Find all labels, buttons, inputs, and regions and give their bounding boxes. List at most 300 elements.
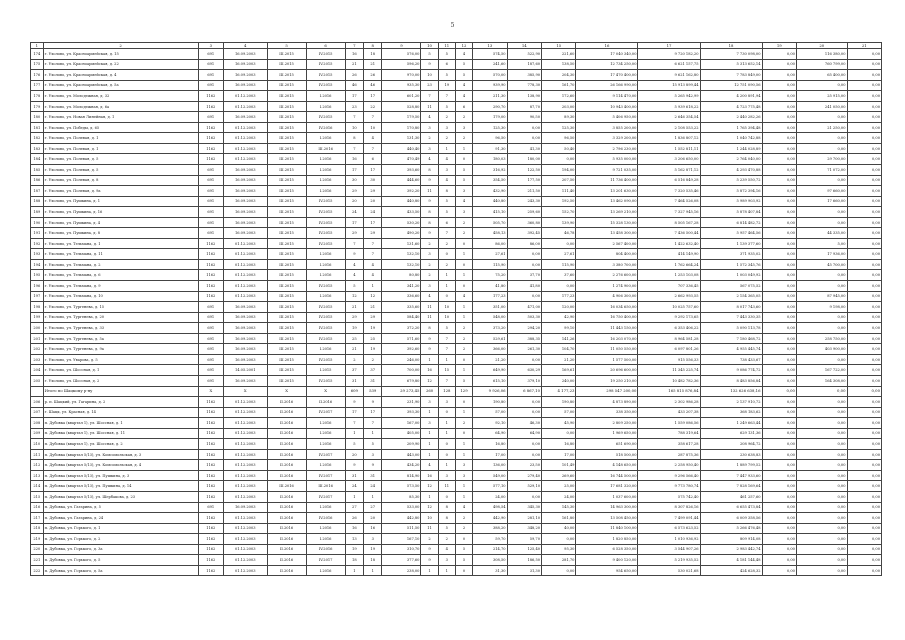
table-cell-col-21: 0,00 [847, 186, 882, 197]
table-cell-col-17: 8 505 167,28 [638, 217, 700, 228]
table-cell-col-21: 0,00 [847, 249, 882, 260]
table-cell-col-4: 01.12.2003 [223, 249, 267, 260]
table-cell-col-4: 4 [223, 43, 267, 49]
table-cell-col-3: 1162 [198, 523, 223, 534]
table-cell-col-13: 24,00 [473, 491, 507, 502]
table-cell-col-18: 6 814 482,72 [700, 217, 762, 228]
table-cell-col-17: 1 253 103,08 [638, 270, 700, 281]
table-cell-col-21: 0,00 [847, 49, 882, 60]
table-cell-col-12: 5 [455, 544, 472, 555]
table-cell-col-5: II.2016 [267, 555, 306, 566]
table-cell-col-10: 11 [421, 302, 438, 313]
table-cell-col-20: 0,00 [796, 439, 847, 450]
table-cell-col-20: 0,00 [796, 397, 847, 408]
table-cell-col-3: 691 [198, 365, 223, 376]
table-cell-col-3: 691 [198, 175, 223, 186]
table-cell-col-19: 0,00 [762, 249, 796, 260]
table-cell-col-10: 1 [421, 449, 438, 460]
table-cell-col-20: 17 936,00 [796, 249, 847, 260]
table-cell-col-12: 4 [455, 502, 472, 513]
table-cell-col-5: III.2016 [267, 481, 306, 492]
table-cell-col-16: 9 721 035,00 [576, 165, 638, 176]
table-cell-col-2: г. Ухолово, ул. Тургенева, д. 15 [43, 302, 198, 313]
table-row [31, 481, 882, 492]
table-cell-col-15: 0,00 [542, 428, 576, 439]
table-cell-col-7: 9 [345, 397, 363, 408]
table-cell-col-11: 6 [438, 59, 455, 70]
table-cell-col-3: 1162 [198, 143, 223, 154]
table-cell-col-16: 2 809 250,00 [576, 418, 638, 429]
table-cell-col-18: 1 249 663,44 [700, 418, 762, 429]
table-cell-col-8: 3 [364, 449, 382, 460]
table-cell-col-17: 6 353 406,22 [638, 323, 700, 334]
table-cell-col-12: 1 [455, 249, 472, 260]
table-cell-col-11: 1 [438, 270, 455, 281]
table-cell-col-4: 01.12.2003 [223, 143, 267, 154]
table-row [31, 122, 882, 133]
table-cell-col-16: 3 380 700,00 [576, 259, 638, 270]
table-cell-col-15: 0,00 [542, 238, 576, 249]
table-cell-col-1: 184 [31, 154, 44, 165]
table-cell-col-11: 3 [438, 165, 455, 176]
table-cell-col-1: 187 [31, 186, 44, 197]
table-cell-col-13: 92,10 [473, 418, 507, 429]
table-cell-col-3: 1162 [198, 555, 223, 566]
table-cell-col-21: 0,00 [847, 80, 882, 91]
table-cell-col-18: 4 200 891,94 [700, 91, 762, 102]
table-row [31, 460, 882, 471]
table-cell-col-3: 1162 [198, 270, 223, 281]
table-cell-col-8: 20 [364, 513, 382, 524]
table-cell-col-3: 691 [198, 323, 223, 334]
table-cell-col-4: 16.09.2003 [223, 302, 267, 313]
table-cell-col-9: 336,60 [382, 291, 421, 302]
table-cell-col-15: 125,30 [542, 122, 576, 133]
table-row [31, 491, 882, 502]
table-cell-col-21: 0,00 [847, 555, 882, 566]
table-cell-col-15: 24,00 [542, 491, 576, 502]
table-cell-col-2: г. Ухолово, ул. Пушкина, д. 1 [43, 196, 198, 207]
table-cell-col-15: 37,60 [542, 270, 576, 281]
table-cell-col-17: 2 108 553,22 [638, 122, 700, 133]
table-cell-col-15: 46,78 [542, 228, 576, 239]
table-cell-col-20: 21 250,00 [796, 122, 847, 133]
table-cell-col-5: II.2016 [267, 470, 306, 481]
table-cell-col-9: 377,60 [382, 555, 421, 566]
table-cell-col-11: 5 [438, 49, 455, 60]
table-cell-col-11: 5 [438, 101, 455, 112]
table-cell-col-6: IV.2015 [306, 354, 345, 365]
table-cell-col-4: 01.12.2003 [223, 238, 267, 249]
table-cell-col-15: 152,70 [542, 207, 576, 218]
table-cell-col-20: 25 915,00 [796, 91, 847, 102]
table-cell-col-11: 3 [438, 397, 455, 408]
table-cell-col-9: 392,20 [382, 186, 421, 197]
table-cell-col-3: 1162 [198, 534, 223, 545]
table-cell-col-8: 21 [364, 59, 382, 70]
table-cell-col-14: 187,60 [507, 59, 541, 70]
table-cell-col-9: 131,30 [382, 133, 421, 144]
table-cell-col-2: г. Ухолово, ул. Тельмана, д. 9 [43, 281, 198, 292]
table-cell-col-20: 87 945,00 [796, 291, 847, 302]
table-cell-col-13: 214,70 [473, 544, 507, 555]
table-cell-col-15: 269,60 [542, 470, 576, 481]
table-cell-col-15: 15 [542, 43, 576, 49]
table-cell-col-14: 0,00 [507, 439, 541, 450]
table-cell-col-20: 164 308,00 [796, 375, 847, 386]
table-cell-col-19: 0,00 [762, 555, 796, 566]
table-cell-col-7: 20 [345, 196, 363, 207]
table-cell-col-5: III.2015 [267, 143, 306, 154]
table-cell-col-10: 3 [421, 122, 438, 133]
table-cell-col-6: IV.2015 [306, 312, 345, 323]
table-cell-col-13: 96,50 [473, 133, 507, 144]
table-cell-col-17: 10 482 782,36 [638, 375, 700, 386]
table-cell-col-9: 511,50 [382, 523, 421, 534]
table-cell-col-8: 4 [364, 133, 382, 144]
table-cell-col-21: 0,00 [847, 491, 882, 502]
table-cell-col-17: 8 964 581,28 [638, 333, 700, 344]
table-cell-col-2: г. Шацк, ул. Красная, д. 14 [43, 407, 198, 418]
table-cell-col-1: 211 [31, 449, 44, 460]
table-cell-col-6: I.2016 [306, 502, 345, 513]
table-cell-col-16: 13 458 300,00 [576, 228, 638, 239]
table-cell-col-6: I.2015 [306, 365, 345, 376]
table-cell-col-2: п. Дубовка, ул. Горького, д. 3а [43, 544, 198, 555]
table-cell-col-12: 1 [455, 439, 472, 450]
table-cell-col-14: 0,00 [507, 397, 541, 408]
table-cell-col-16: 11 443 150,00 [576, 323, 638, 334]
table-cell-col-15: 111,40 [542, 186, 576, 197]
table-cell-col-3: 691 [198, 344, 223, 355]
table-cell-col-20: 0,00 [796, 80, 847, 91]
table-cell-col-17: 2 646 354,54 [638, 112, 700, 123]
table-cell-col-18: 2 154 365,05 [700, 291, 762, 302]
table-cell-col-9: 393,60 [382, 165, 421, 176]
table-cell-col-5: III.2015 [267, 154, 306, 165]
table-cell-col-19: 0,00 [762, 196, 796, 207]
table-cell-col-12: 0 [455, 259, 472, 270]
table-cell-col-19: 0,00 [762, 365, 796, 376]
table-cell-col-14: 14 [507, 43, 541, 49]
table-cell-col-8: 19 [364, 344, 382, 355]
table-cell-col-20: 0,00 [796, 460, 847, 471]
table-cell-col-2: г. Ухолово, ул. Шоссная, д. 1 [43, 365, 198, 376]
table-cell-col-5: III.2015 [267, 186, 306, 197]
table-cell-col-15: 0,00 [542, 565, 576, 576]
table-cell-col-7: 20 [345, 449, 363, 460]
table-cell-col-5: III.2015 [267, 165, 306, 176]
table-cell-col-10: 9 [421, 228, 438, 239]
table-cell-col-11: 7 [438, 375, 455, 386]
table-cell-col-21: 0,00 [847, 344, 882, 355]
table-cell-col-18: 1 139 377,60 [700, 238, 762, 249]
table-cell-col-13: 64,90 [473, 428, 507, 439]
table-cell-col-1: 1 [31, 43, 44, 49]
table-cell-col-1: 192 [31, 238, 44, 249]
table-cell-col-13: 211,30 [473, 91, 507, 102]
table-cell-col-8: 27 [364, 502, 382, 513]
table-cell-col-12: 1 [455, 312, 472, 323]
table-cell-col-8: 6 [364, 154, 382, 165]
table-cell-col-9: 393,30 [382, 407, 421, 418]
table-cell-col-7: 25 [345, 333, 363, 344]
table-cell-col-3: 1162 [198, 439, 223, 450]
table-cell-col-7: 21 [345, 59, 363, 70]
table-cell-col-7: 27 [345, 502, 363, 513]
table-cell-col-21: 0,00 [847, 323, 882, 334]
table-cell-col-11: 8 [438, 502, 455, 513]
table-cell-col-6: IV.2017 [306, 491, 345, 502]
table-cell-col-17: 358 617,28 [638, 439, 700, 450]
table-cell-col-10: 10 [421, 70, 438, 81]
table-cell-col-20: 0,00 [796, 565, 847, 576]
table-cell-col-4: 16.09.2003 [223, 312, 267, 323]
table-cell-col-1: 179 [31, 101, 44, 112]
table-cell-col-3: 691 [198, 207, 223, 218]
table-cell-col-13: 505,70 [473, 217, 507, 228]
table-cell-col-15: 96,50 [542, 133, 576, 144]
table-cell-col-2: п. Дубовка (квартал 5/13), ул. Пушкина, д. 14 [43, 481, 198, 492]
table-cell-col-14: 90,50 [507, 112, 541, 123]
table-cell-col-14: 211,50 [507, 186, 541, 197]
table-cell-col-10: 11 [421, 186, 438, 197]
table-cell-col-13: 179,00 [473, 112, 507, 123]
table-cell-col-4: 01.12.2003 [223, 544, 267, 555]
table-cell-col-1: 188 [31, 196, 44, 207]
table-cell-col-20: 167 722,00 [796, 365, 847, 376]
table-cell-col-11: 1 [438, 281, 455, 292]
table-cell-col-3: 1162 [198, 133, 223, 144]
table-cell-col-19: 0,00 [762, 154, 796, 165]
table-cell-col-4: 16.09.2003 [223, 502, 267, 513]
table-cell-col-13: 13 [473, 43, 507, 49]
table-cell-col-3: 691 [198, 354, 223, 365]
table-cell-col-11: 4 [438, 544, 455, 555]
table-cell-col-13: 351,00 [473, 302, 507, 313]
table-cell-col-13: 440,80 [473, 196, 507, 207]
table-cell-col-2: г. Ухолово, ул. Полевая, д. 5 [43, 154, 198, 165]
table-cell-col-12: 3 [455, 207, 472, 218]
table-cell-col-6: IV.2016 [306, 544, 345, 555]
table-cell-col-12: 0 [455, 354, 472, 365]
table-cell-col-1: 176 [31, 70, 44, 81]
table-cell-col-1: 186 [31, 175, 44, 186]
table-cell-col-10: 4 [421, 154, 438, 165]
table-cell-col-9: 571,60 [382, 333, 421, 344]
table-cell-col-4: 01.12.2003 [223, 481, 267, 492]
table-cell-col-18: 371 935,02 [700, 249, 762, 260]
table-cell-col-7: 17 [345, 407, 363, 418]
table-cell-col-15: 240,00 [542, 375, 576, 386]
table-cell-col-6: I.2016 [306, 439, 345, 450]
table-cell-col-11: 2 [438, 112, 455, 123]
table-cell-col-4: 16.09.2003 [223, 70, 267, 81]
table-cell-col-14: 522,90 [507, 49, 541, 60]
table-cell-col-11: 1 [438, 418, 455, 429]
table-cell-col-18: 7 828 169,64 [700, 481, 762, 492]
table-cell-col-11: 128 [438, 386, 455, 397]
table-cell-col-16: 17 470 400,00 [576, 70, 638, 81]
table-cell-col-6: I.2016 [306, 91, 345, 102]
table-cell-col-13: 190,80 [473, 397, 507, 408]
table-cell-col-18: 2 440 282,26 [700, 112, 762, 123]
table-cell-col-6: IV.2017 [306, 555, 345, 566]
table-cell-col-12: 1 [455, 143, 472, 154]
table-cell-col-16: 16 034 650,00 [576, 302, 638, 313]
table-cell-col-18: 461 257,60 [700, 491, 762, 502]
table-cell-col-15: 138,50 [542, 59, 576, 70]
table-cell-col-2: г. Ухолово, ул. Шоссная, д. 2 [43, 375, 198, 386]
table-row [31, 291, 882, 302]
table-cell-col-4: 16.09.2003 [223, 217, 267, 228]
table-cell-col-13: 939,90 [473, 80, 507, 91]
table-cell-col-8: 4 [364, 259, 382, 270]
table-cell-col-2: г. Ухолово, ул. Тельмана, д. 1 [43, 238, 198, 249]
table-cell-col-6: I.2016 [306, 154, 345, 165]
table-cell-col-7: 19 [345, 323, 363, 334]
table-cell-col-10: 8 [421, 165, 438, 176]
table-cell-col-5: III.2015 [267, 281, 306, 292]
table-cell-col-2: п. Дубовка (квартал 1), ул. Шоссная, д. 11 [43, 428, 198, 439]
table-cell-col-16: 13 508 450,00 [576, 513, 638, 524]
table-cell-col-14: 259,60 [507, 207, 541, 218]
table-cell-col-3: 691 [198, 59, 223, 70]
table-cell-col-19: 0,00 [762, 217, 796, 228]
table-cell-col-8: 18 [364, 49, 382, 60]
table-row [31, 312, 882, 323]
table-cell-col-3: 1162 [198, 407, 223, 418]
table-cell-col-2: г. Ухолово, ул. Полевая, д. 9а [43, 186, 198, 197]
table-cell-col-16: 518 500,00 [576, 449, 638, 460]
table-cell-col-2: г. Ухолово, ул. Тельмана, д. 11 [43, 249, 198, 260]
table-cell-col-2: г. Ухолово, ул. Красноармейская, д. 4 [43, 70, 198, 81]
table-cell-col-18: 1 889 799,52 [700, 460, 762, 471]
table-cell-col-14: 778,30 [507, 80, 541, 91]
table-row [31, 101, 882, 112]
table-cell-col-17: 414 149,90 [638, 249, 700, 260]
table-cell-col-21: 0,00 [847, 523, 882, 534]
table-cell-col-5: II.2016 [267, 439, 306, 450]
table-cell-col-1: 200 [31, 323, 44, 334]
table-cell-col-16: 4 906 300,00 [576, 291, 638, 302]
table-cell-col-5: III.2015 [267, 302, 306, 313]
table-row [31, 544, 882, 555]
table-cell-col-14: 41,80 [507, 281, 541, 292]
table-cell-col-3: 1162 [198, 449, 223, 460]
table-cell-col-14: 392,45 [507, 228, 541, 239]
table-cell-col-14: 41,30 [507, 143, 541, 154]
table-row [31, 302, 882, 313]
table-cell-col-16: 1 037 600,00 [576, 491, 638, 502]
table-cell-col-2: г. Ухолово, ул. Тургенева, д. 9а [43, 344, 198, 355]
table-cell-col-11: 1 [438, 565, 455, 576]
table-cell-col-2: п. Дубовка, ул. Горького, д. 2 [43, 534, 198, 545]
table-cell-col-4: 16.09.2003 [223, 207, 267, 218]
table-row [31, 428, 882, 439]
table-cell-col-7: 23 [345, 101, 363, 112]
table-cell-col-2: г. Ухолово, ул. Победы, д. 65 [43, 122, 198, 133]
table-cell-col-10: 9 [421, 344, 438, 355]
table-cell-col-7: 19 [345, 544, 363, 555]
table-cell-col-1: 199 [31, 312, 44, 323]
table-cell-col-21: 0,00 [847, 312, 882, 323]
table-row [31, 365, 882, 376]
table-cell-col-6: X [306, 386, 345, 397]
table-cell-col-3: 1162 [198, 460, 223, 471]
table-cell-col-5: III.2015 [267, 91, 306, 102]
table-cell-col-3: 1162 [198, 544, 223, 555]
table-cell-col-21: 0,00 [847, 101, 882, 112]
table-cell-col-21: 0,00 [847, 565, 882, 576]
table-cell-col-5: III.2015 [267, 375, 306, 386]
table-cell-col-7: 24 [345, 481, 363, 492]
table-cell-col-4: 01.12.2003 [223, 418, 267, 429]
table-cell-col-10: 11 [421, 523, 438, 534]
table-cell-col-18: 1 572 345,76 [700, 259, 762, 270]
table-cell-col-3: 691 [198, 196, 223, 207]
table-cell-col-6: I.2016 [306, 344, 345, 355]
table-cell-col-16: 804 400,00 [576, 249, 638, 260]
table-cell-col-14: 348,20 [507, 523, 541, 534]
table-cell-col-13: 388,20 [473, 523, 507, 534]
table-cell-col-5: III.2015 [267, 312, 306, 323]
table-cell-col-19: 0,00 [762, 207, 796, 218]
table-cell-col-9: 440,80 [382, 196, 421, 207]
table-cell-col-16: 16 744 500,00 [576, 470, 638, 481]
table-cell-col-3: 1162 [198, 565, 223, 576]
table-cell-col-7: 37 [345, 365, 363, 376]
table-cell-col-10: 1 [421, 354, 438, 365]
table-cell-col-2: п. Дубовка (квартал 5/13), ул. Комсомольская, д. 4 [43, 460, 198, 471]
table-cell-col-17: 1 836 807,12 [638, 133, 700, 144]
table-cell-col-17: 7 320 535,46 [638, 186, 700, 197]
table-cell-col-14: 86,00 [507, 238, 541, 249]
table-cell-col-17: 3 544 907,26 [638, 544, 700, 555]
table-cell-col-16: 11 840 100,00 [576, 523, 638, 534]
table-cell-col-4: 01.12.2003 [223, 439, 267, 450]
table-cell-col-1: 194 [31, 259, 44, 270]
table-cell-col-11: 19 [438, 80, 455, 91]
table-cell-col-20: 258 750,00 [796, 333, 847, 344]
table-cell-col-17: 9 292 173,65 [638, 312, 700, 323]
table-cell-col-12: 0 [455, 154, 472, 165]
table-cell-col-19: 0,00 [762, 397, 796, 408]
table-cell-col-12: 5 [455, 555, 472, 566]
table-cell-col-1: 220 [31, 544, 44, 555]
table-cell-col-4: 16.09.2003 [223, 112, 267, 123]
table-cell-col-4: 01.12.2003 [223, 259, 267, 270]
table-cell-col-21: 0,00 [847, 365, 882, 376]
table-cell-col-5: II.2016 [267, 491, 306, 502]
table-cell-col-20: 65 400,00 [796, 70, 847, 81]
table-cell-col-14: 23,50 [507, 460, 541, 471]
table-cell-col-7: 7 [345, 418, 363, 429]
table-cell-col-18: 4 293 470,88 [700, 165, 762, 176]
table-cell-col-17: 3 206 650,00 [638, 154, 700, 165]
table-cell-col-13: 17,00 [473, 449, 507, 460]
table-cell-col-4: 01.12.2003 [223, 291, 267, 302]
table-cell-col-21: 0,00 [847, 375, 882, 386]
table-cell-col-4: 16.09.2003 [223, 186, 267, 197]
table-cell-col-11: 1 [438, 354, 455, 365]
table-cell-col-1: 178 [31, 91, 44, 102]
table-cell-col-9: 530,20 [382, 217, 421, 228]
table-cell-col-3: 1162 [198, 418, 223, 429]
table-cell-col-20: 760 799,00 [796, 59, 847, 70]
table-cell-col-2: Итого по Шацкому р-ну [43, 386, 198, 397]
table-row [31, 323, 882, 334]
